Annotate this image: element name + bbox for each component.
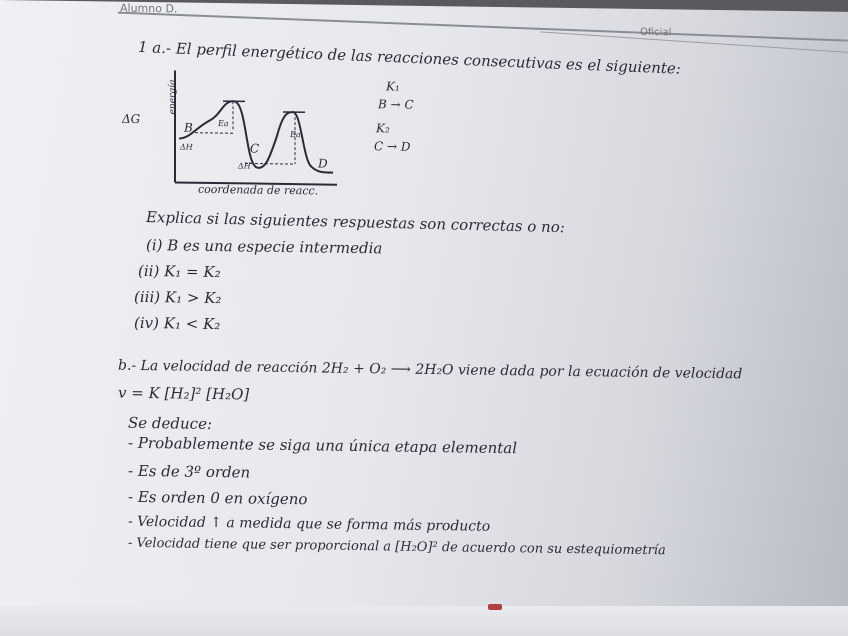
diagram-y-label: energía: [168, 79, 178, 115]
intermediate-label-1: ΔH: [180, 142, 193, 152]
rate-equation: v = K [H₂]² [H₂O]: [118, 383, 250, 404]
page-marker: [488, 604, 502, 610]
deduction-item-4: - Velocidad ↑ a medida que se forma más producto: [128, 513, 491, 535]
activation-label-2: Ea: [290, 130, 301, 140]
deduction-item-1: - Probablemente se siga una única etapa elemental: [128, 433, 518, 458]
activation-label-1: Ea: [218, 119, 229, 129]
reaction-step-1: B → C: [378, 97, 414, 112]
question-a-prompt: Explica si las siguientes respuestas son correctas o no:: [145, 208, 565, 237]
k2-label: K₂: [376, 121, 390, 136]
answer-item-2: (ii) K₁ = K₂: [138, 261, 221, 282]
student-name: Alumno D.: [120, 1, 178, 16]
intermediate-label-2: ΔH: [238, 161, 251, 171]
deduction-item-2: - Es de 3º orden: [128, 461, 251, 482]
species-d-label: D: [318, 156, 328, 171]
question-b-title: b.- La velocidad de reacción 2H₂ + O₂ ⟶ 2H₂O viene dada por la ecuación de velocidad: [118, 357, 743, 383]
level-b-line: [195, 133, 233, 134]
question-a-title: 1 a.- El perfil energético de las reacciones consecutivas es el siguiente:: [137, 37, 682, 78]
reaction-step-2: C → D: [374, 139, 411, 154]
species-b-label: B: [184, 120, 193, 135]
corner-label: Oficial: [640, 26, 672, 39]
header-rule: [118, 12, 848, 42]
bottom-strip: [0, 606, 848, 636]
species-c-label: C: [250, 141, 260, 156]
k1-label: K₁: [386, 79, 400, 94]
energy-curve: [179, 100, 333, 172]
answer-item-1: (i) B es una especie intermedia: [146, 236, 383, 258]
deduction-item-3: - Es orden 0 en oxígeno: [128, 487, 308, 509]
deduction-item-5: - Velocidad tiene que ser proporcional a [H₂O]² de acuerdo con su estequiometría: [128, 535, 666, 559]
diagram-side-label: ΔG: [122, 111, 141, 126]
diagram-x-label: coordenada de reacc.: [198, 182, 319, 198]
answer-item-4: (iv) K₁ < K₂: [134, 313, 221, 334]
deduce-label: Se deduce:: [128, 413, 212, 433]
level-c-line: [245, 163, 295, 164]
answer-item-3: (iii) K₁ > K₂: [134, 287, 222, 308]
